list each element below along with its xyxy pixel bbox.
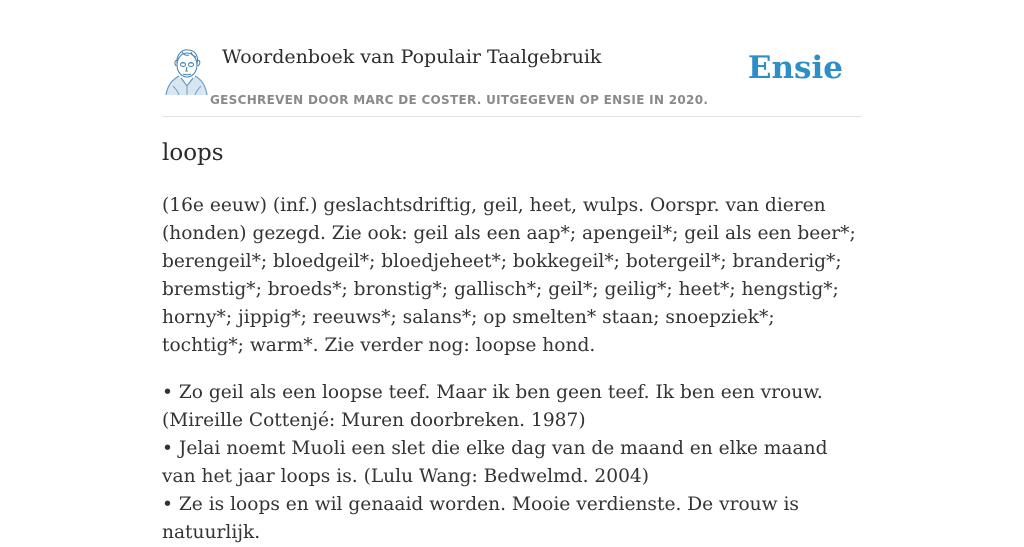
example-list bbox=[162, 379, 862, 547]
page bbox=[162, 0, 862, 543]
header bbox=[162, 0, 862, 117]
ensie-logo-link[interactable]: Ensie bbox=[747, 50, 843, 86]
example-item: • Zo geil als een loopse teef. Maar ik ben geen teef. Ik ben een vrouw. (Mireille Cottenjé: Muren doorbreken. 1987) bbox=[162, 382, 823, 431]
book-title[interactable]: Woordenboek van Populair Taalgebruik bbox=[222, 46, 602, 68]
author-portrait-icon bbox=[164, 46, 208, 96]
entry-headword: loops bbox=[162, 140, 224, 166]
entry-definition: (16e eeuw) (inf.) geslachtsdriftig, geil, heet, wulps. Oorspr. van dieren (honden) gezegd. Zie ook: geil als een aap*; apengeil*; geil als een beer*; berengeil*; bloedgeil*; bloedjeheet*; bokkegeil*; botergeil*; branderig*; bremstig*; broeds*; bronstig*; gallisch*; geil*; geilig*; heet*; hengstig*; horny*; jippig*; reeuws*; salans*; op smelten* staan; snoepziek*; tochtig*; warm*. Zie verder nog: loopse hond. bbox=[162, 195, 856, 356]
example-item: • Jelai noemt Muoli een slet die elke dag van de maand en elke maand van het jaar loops is. (Lulu Wang: Bedwelmd. 2004) bbox=[162, 438, 828, 487]
author-byline: GESCHREVEN DOOR MARC DE COSTER. UITGEGEVEN OP ENSIE IN 2020. bbox=[210, 93, 709, 107]
example-item: • Ze is loops en wil genaaid worden. Mooie verdienste. De vrouw is natuurlijk. bbox=[162, 494, 799, 543]
